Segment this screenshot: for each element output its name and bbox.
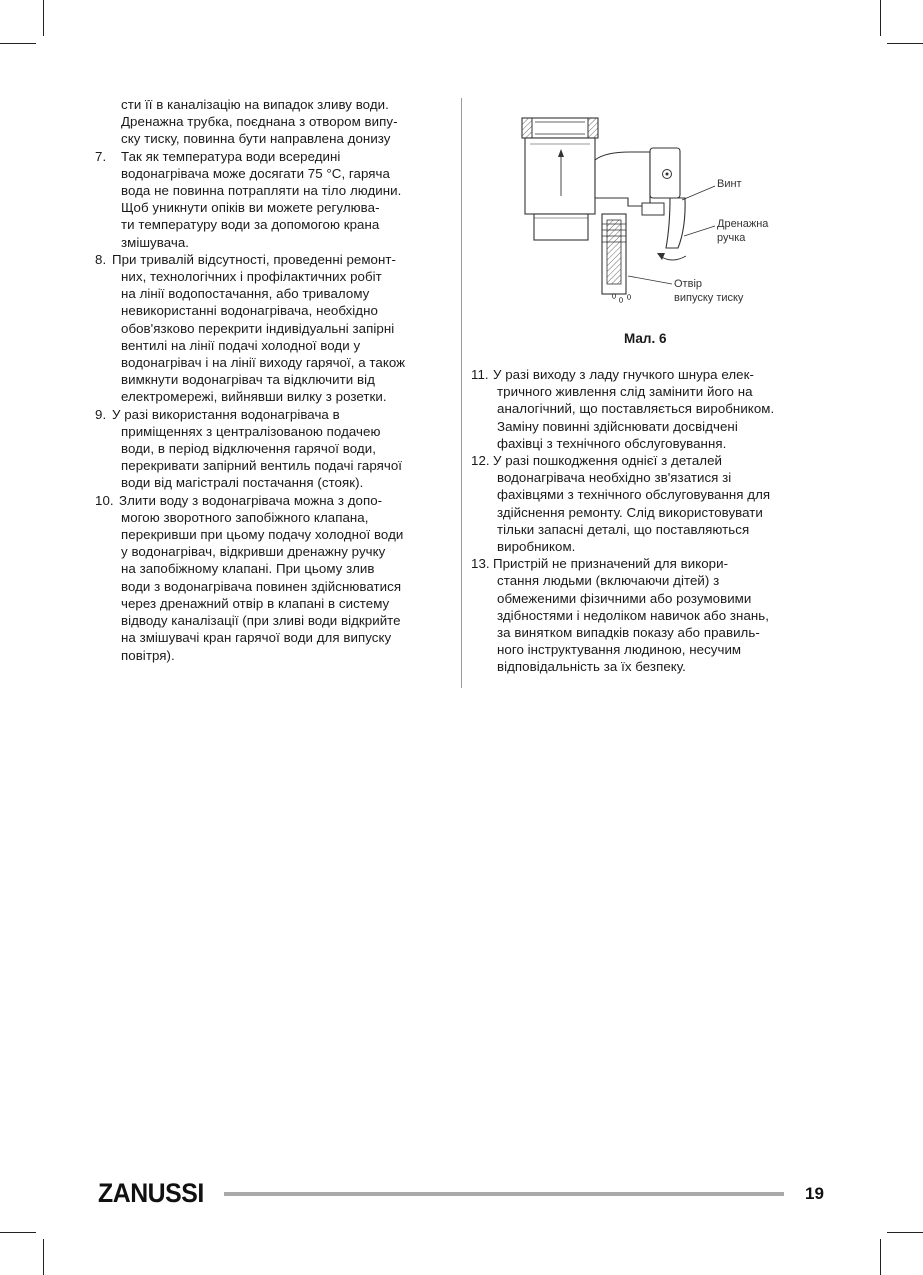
text-line: здійснення ремонту. Слід використовувати [497, 504, 763, 520]
text-line: змішувача. [121, 234, 190, 250]
text-line: стання людьми (включаючи дітей) з [497, 573, 720, 589]
list-item-12 [471, 452, 821, 555]
label-drain-handle: Дренажна [717, 218, 769, 230]
text-line: У разі використання водонагрівача в [112, 406, 340, 422]
brand-logo: ZANUSSI [98, 1178, 204, 1208]
text-line: Щоб уникнути опіків ви можете регулюва- [121, 200, 380, 216]
text-line: водонагрівача може досягати 75 °C, гаряча [121, 165, 390, 181]
list-item-7 [95, 148, 447, 251]
item-number: 12. [471, 453, 490, 469]
text-line: приміщеннях з централізованою подачею [121, 423, 381, 439]
item-number: 10. [95, 492, 114, 508]
list-item-13 [471, 555, 821, 675]
list-item-11 [471, 366, 821, 452]
text-line: відповідальність за їх безпеку. [497, 659, 686, 675]
item-number: 9. [95, 406, 107, 422]
text-line: фахівцями з технічного обслуговування для [497, 487, 771, 503]
rotation-arrow [660, 256, 686, 260]
water-drop [619, 298, 622, 303]
crop-mark [0, 1232, 36, 1233]
text-line: тричного живлення слід замінити його на [497, 384, 753, 400]
top-nut [522, 118, 598, 138]
text-line: електромережі, вийнявши вилку з розетки. [121, 389, 387, 405]
text-line: на змішувачі кран гарячої води для випуску [121, 630, 392, 646]
text-line: перекривати запірний вентиль подачі гарячої [121, 458, 403, 474]
text-line: обов'язково перекрити індивідуальні запірні [121, 320, 395, 336]
label-outlet: Отвір [674, 278, 702, 290]
label-screw: Винт [717, 178, 742, 190]
label-outlet-2: випуску тиску [674, 292, 744, 304]
text-line: відводу каналізації (при зливі води відкрийте [121, 613, 401, 629]
text-line: виробником. [497, 539, 576, 555]
text-line: Пристрій не призначений для викори- [493, 556, 729, 572]
text-line: ти температуру води за допомогою крана [121, 217, 380, 233]
text-line: води з водонагрівача повинен здійснюватися [121, 578, 402, 594]
text-line: обмеженими фізичними або розумовими [497, 590, 752, 606]
continued-paragraph [95, 96, 447, 148]
crop-mark [887, 43, 923, 44]
water-drop [627, 295, 630, 300]
text-line: У разі пошкодження однієї з деталей [493, 453, 722, 469]
text-line: за винятком випадків показу або правиль- [497, 625, 760, 641]
text-line: вода не повинна потрапляти на тіло людини. [121, 183, 402, 199]
text-line: води, в період відключення гарячої води, [121, 441, 376, 457]
valve-body [525, 138, 595, 214]
crop-mark [887, 1232, 923, 1233]
text-line: тільки запасні деталі, що поставляються [497, 521, 750, 537]
text-line: на запобіжному клапані. При цьому злив [121, 561, 375, 577]
crop-mark [43, 1239, 44, 1275]
text-line: невикористанні водонагрівача, необхідно [121, 303, 378, 319]
page-number: 19 [805, 1184, 824, 1203]
side-branch [595, 152, 650, 206]
text-line: При тривалій відсутності, проведенні ремонт- [112, 251, 396, 267]
leader-line [684, 226, 715, 236]
column-divider [461, 98, 462, 688]
list-item-8 [95, 251, 447, 406]
crop-mark [880, 0, 881, 36]
left-column [95, 96, 447, 664]
text-line: через дренажний отвір в клапані в систему [121, 595, 390, 611]
item-number: 8. [95, 251, 107, 267]
text-line: Дренажна трубка, поєднана з отвором випу- [121, 114, 398, 130]
figure-caption: Мал. 6 [624, 331, 667, 346]
item-number: 11. [471, 367, 489, 382]
text-line: ску тиску, повинна бути направлена донизу [121, 131, 391, 147]
list-item-10 [95, 492, 447, 664]
text-line: вентилі на лінії подачі холодної води у [121, 337, 361, 353]
valve-diagram [510, 108, 810, 318]
text-line: вимкнути водонагрівач та відключити від [121, 372, 375, 388]
label-drain-handle-2: ручка [717, 232, 746, 244]
text-line: Злити воду з водонагрівача можна з допо- [119, 492, 383, 508]
item-number: 13. [471, 556, 490, 572]
text-line: фахівці з технічного обслуговування. [497, 435, 727, 451]
text-line: аналогічний, що поставляється виробником. [497, 401, 775, 417]
crop-mark [880, 1239, 881, 1275]
valve-diagram-svg [510, 108, 810, 318]
text-line: на лінії водопостачання, або тривалому [121, 286, 370, 302]
screw-nut [642, 203, 664, 215]
thread-hatch [588, 118, 598, 138]
text-line: ного інструктування людиною, несучим [497, 642, 742, 658]
text-line: Заміну повинні здійснювати досвідчені [497, 418, 738, 434]
text-line: У разі виходу з ладу гнучкого шнура елек- [493, 367, 754, 382]
handle-lever [666, 198, 685, 248]
text-line: повітря). [121, 647, 175, 663]
text-line: водонагрівача необхідно зв'язатися зі [497, 470, 732, 486]
leader-line [682, 186, 715, 200]
footer-rule [224, 1192, 784, 1196]
crop-mark [43, 0, 44, 36]
list-item-9 [95, 406, 447, 492]
text-line: водонагрівач і на лінії виходу гарячої, а також [121, 355, 406, 371]
text-line: Так як температура води всередині [121, 148, 341, 164]
thread-hatch [522, 118, 532, 138]
item-number: 7. [95, 148, 107, 164]
text-line: води від магістралі постачання (стояк). [121, 475, 364, 491]
text-line: у водонагрівач, відкривши дренажну ручку [121, 544, 386, 560]
text-line: них, технологічних і профілактичних робіт [121, 269, 382, 285]
right-column [471, 366, 821, 676]
leader-line [628, 276, 672, 284]
text-line: могою зворотного запобіжного клапана, [121, 509, 369, 525]
text-line: перекривши при цьому подачу холодної води [121, 527, 404, 543]
text-line: сти її в каналізацію на випадок зливу води. [121, 97, 389, 112]
crop-mark [0, 43, 36, 44]
text-line: здібностями і недоліком навичок або знань, [497, 607, 770, 623]
